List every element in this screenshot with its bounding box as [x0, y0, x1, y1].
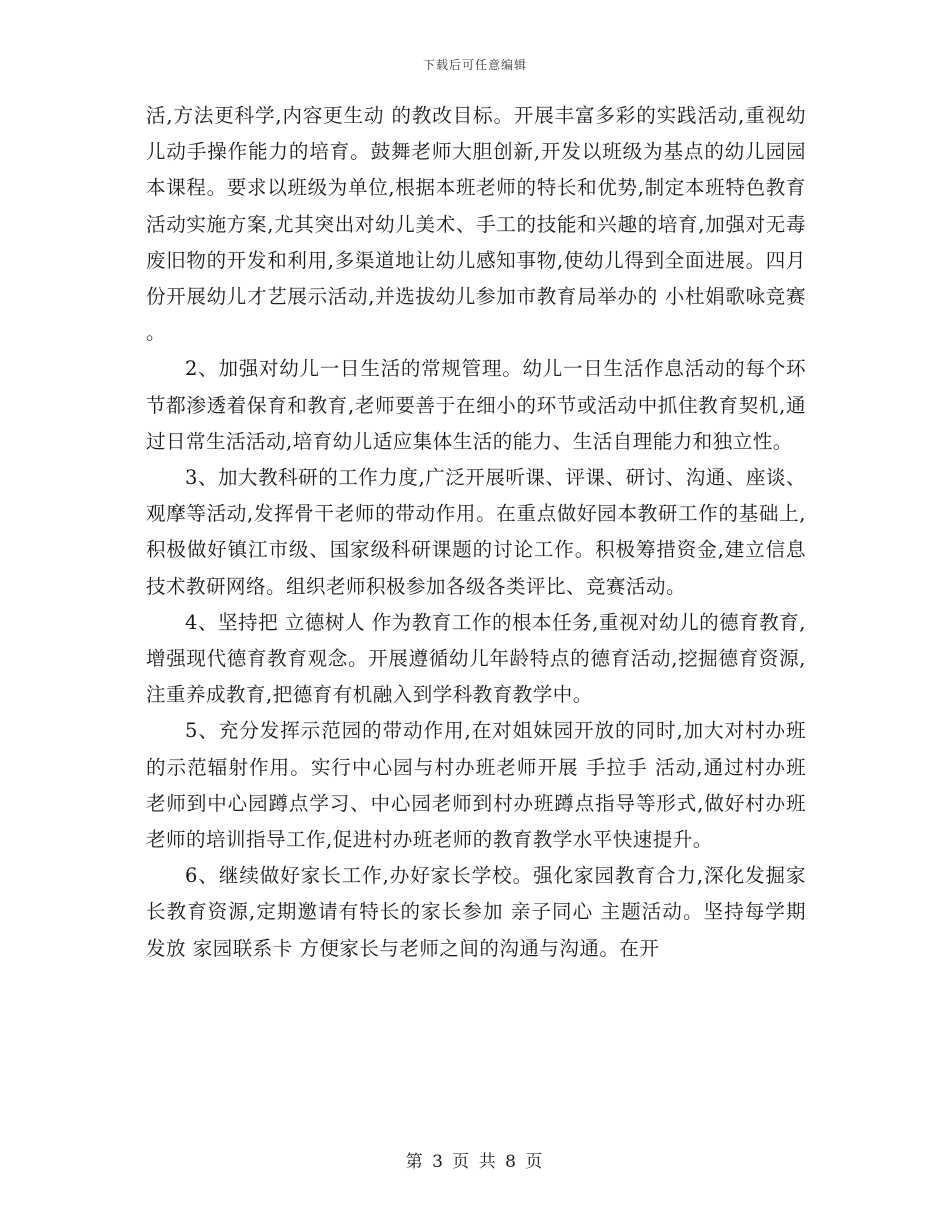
paragraph-item-6: 6、继续做好家长工作,办好家长学校。强化家园教育合力,深化发掘家长教育资源,定期邀请有特长的家长参加 亲子同心 主题活动。坚持每学期发放 家园联系卡 方便家长与老师之间的沟通与沟通。在开 — [146, 864, 806, 960]
paragraph-continued: 活,方法更科学,内容更生动 的教改目标。开展丰富多彩的实践活动,重视幼儿动手操作能力的培育。鼓舞老师大胆创新,开发以班级为基点的幼儿园园本课程。要求以班级为单位,根据本班老师的特长和优势,制定本班特色教育活动实施方案,尤其突出对幼儿美术、手工的技能和兴趣的培育,加强对无毒废旧物的开发和利用,多渠道地让幼儿感知事物,使幼儿得到全面进展。四月份开展幼儿才艺展示活动,并选拔幼儿参加市教育局举办的 小杜娟歌咏竞赛 。 — [146, 104, 806, 345]
document-body — [146, 98, 806, 967]
paragraph-item-5: 5、充分发挥示范园的带动作用,在对姐妹园开放的同时,加大对村办班的示范辐射作用。实行中心园与村办班老师开展 手拉手 活动,通过村办班老师到中心园蹲点学习、中心园老师到村办班蹲点指导等形式,做好村办班老师的培训指导工作,促进村办班老师的教育教学水平快速提升。 — [146, 719, 806, 852]
paragraph-item-2: 2、加强对幼儿一日生活的常规管理。幼儿一日生活作息活动的每个环节都渗透着保育和教育,老师要善于在细小的环节或活动中抓住教育契机,通过日常生活活动,培育幼儿适应集体生活的能力、生活自理能力和独立性。 — [146, 357, 806, 453]
page-number: 第 3 页 共 8 页 — [405, 1152, 545, 1172]
page-header: 下载后可任意编辑 — [422, 58, 527, 72]
paragraph-item-4: 4、坚持把 立德树人 作为教育工作的根本任务,重视对幼儿的德育教育,增强现代德育教育观念。开展遵循幼儿年龄特点的德育活动,挖掘德育资源,注重养成教育,把德育有机融入到学科教育教学中。 — [146, 610, 806, 707]
paragraph-item-3: 3、加大教科研的工作力度,广泛开展听课、评课、研讨、沟通、座谈、观摩等活动,发挥骨干老师的带动作用。在重点做好园本教研工作的基础上,积极做好镇江市级、国家级科研课题的讨论工作。积极筹措资金,建立信息技术教研网络。组织老师积极参加各级各类评比、竞赛活动。 — [146, 466, 806, 598]
